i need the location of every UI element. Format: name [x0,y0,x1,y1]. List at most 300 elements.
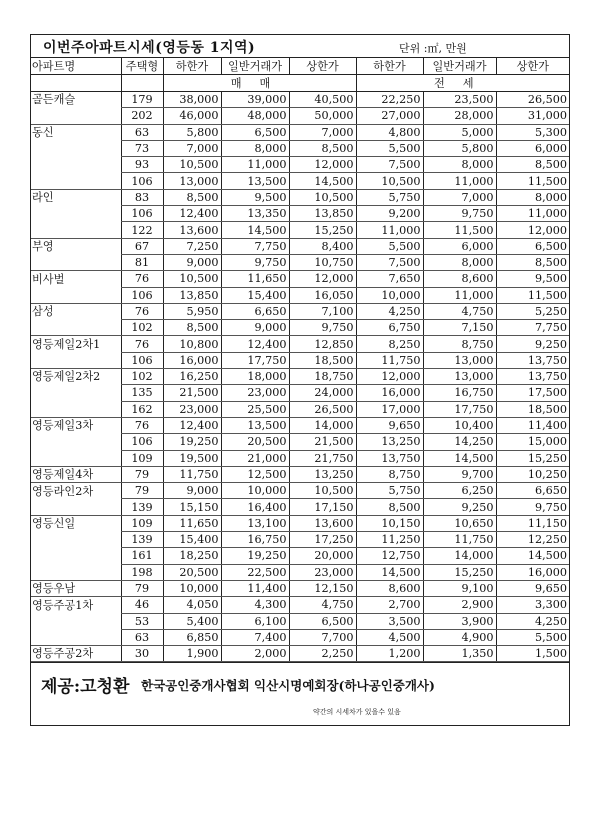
price-cell: 13,100 [221,515,289,531]
unit-type: 83 [121,189,163,205]
price-cell: 15,000 [496,434,569,450]
table-row [31,466,569,482]
group-sale: 매매 [163,75,356,92]
apartment-name [31,287,121,303]
price-cell: 4,250 [356,303,423,319]
apartment-name [31,450,121,466]
price-cell: 1,200 [356,646,423,662]
price-cell: 14,000 [423,548,496,564]
table-row [31,108,569,124]
price-cell: 46,000 [163,108,221,124]
col-header-name: 아파트명 [31,58,121,75]
price-cell: 12,500 [221,466,289,482]
price-cell: 11,750 [163,466,221,482]
price-cell: 9,650 [496,580,569,596]
price-cell: 17,150 [289,499,356,515]
price-cell: 1,500 [496,646,569,662]
unit-type: 202 [121,108,163,124]
unit-type: 106 [121,173,163,189]
col-header-lease-mid: 일반거래가 [423,58,496,75]
price-cell: 17,750 [221,352,289,368]
price-cell: 9,750 [496,499,569,515]
apartment-name: 영등신일 [32,517,76,531]
price-cell: 13,000 [423,369,496,385]
price-cell: 38,000 [163,92,221,108]
page-title: 이번주아파트시세(영등동 1지역) [43,40,256,56]
price-cell: 6,500 [289,613,356,629]
unit-type: 106 [121,206,163,222]
price-cell: 9,500 [496,271,569,287]
price-cell: 10,000 [356,287,423,303]
price-cell: 10,750 [289,254,356,270]
price-cell: 8,000 [221,140,289,156]
price-cell: 23,000 [221,385,289,401]
column-header-row [31,58,569,75]
table-row [31,303,569,319]
group-lease: 전세 [356,75,569,92]
unit-type: 73 [121,140,163,156]
price-cell: 17,250 [289,532,356,548]
price-cell: 5,500 [356,238,423,254]
price-cell: 11,150 [496,515,569,531]
price-cell: 8,750 [423,336,496,352]
apartment-name [31,173,121,189]
price-cell: 15,400 [221,287,289,303]
price-cell: 9,750 [423,206,496,222]
price-cell: 15,250 [423,564,496,580]
col-header-lease-high: 상한가 [496,58,569,75]
price-cell: 10,800 [163,336,221,352]
table-row [31,613,569,629]
price-cell: 10,250 [496,466,569,482]
table-row [31,189,569,205]
apartment-name [31,254,121,270]
price-cell: 4,900 [423,629,496,645]
apartment-name [31,385,121,401]
unit-type: 106 [121,352,163,368]
price-cell: 12,150 [289,580,356,596]
unit-type: 93 [121,157,163,173]
price-cell: 20,500 [221,434,289,450]
table-row [31,564,569,580]
price-cell: 7,250 [163,238,221,254]
price-cell: 11,400 [221,580,289,596]
price-cell: 8,750 [356,466,423,482]
apartment-name [31,157,121,173]
price-cell: 8,500 [163,320,221,336]
provider-org: 한국공인중개사협회 익산시명예회장(하나공인중개사) [141,678,435,694]
apartment-name [31,564,121,580]
price-cell: 1,900 [163,646,221,662]
apartment-name [31,352,121,368]
unit-type: 53 [121,613,163,629]
apartment-name [31,548,121,564]
price-cell: 6,250 [423,483,496,499]
price-cell: 23,000 [163,401,221,417]
price-cell: 15,250 [496,450,569,466]
apartment-name: 영등제일2차2 [32,370,101,384]
price-cell: 12,250 [496,532,569,548]
price-cell: 14,500 [356,564,423,580]
table-row [31,238,569,254]
price-cell: 4,800 [356,124,423,140]
price-cell: 26,500 [289,401,356,417]
col-header-lease-low: 하한가 [356,58,423,75]
price-cell: 16,000 [356,385,423,401]
apartment-name: 동신 [32,125,54,139]
price-cell: 12,850 [289,336,356,352]
price-cell: 16,000 [496,564,569,580]
price-cell: 21,500 [163,385,221,401]
price-cell: 14,250 [423,434,496,450]
price-cell: 11,650 [221,271,289,287]
apartment-name: 영등주공2차 [31,646,121,662]
price-cell: 8,500 [496,157,569,173]
price-cell: 15,150 [163,499,221,515]
price-cell: 11,500 [496,173,569,189]
unit-type: 139 [121,532,163,548]
price-cell: 12,400 [221,336,289,352]
unit-type: 30 [121,646,163,662]
price-cell: 13,250 [356,434,423,450]
table-row [31,597,569,613]
apartment-name [31,401,121,417]
price-cell: 4,300 [221,597,289,613]
price-cell: 2,250 [289,646,356,662]
apartment-name: 영등제일2차1 [32,337,101,351]
price-cell: 11,750 [423,532,496,548]
price-cell: 11,650 [163,515,221,531]
price-cell: 14,000 [289,417,356,433]
group-header-row [31,75,569,92]
price-cell: 13,350 [221,206,289,222]
price-cell: 5,400 [163,613,221,629]
price-cell: 11,000 [496,206,569,222]
price-cell: 6,100 [221,613,289,629]
apartment-name [31,320,121,336]
price-cell: 13,750 [496,369,569,385]
price-cell: 6,850 [163,629,221,645]
price-cell: 8,500 [356,499,423,515]
price-cell: 27,000 [356,108,423,124]
apartment-name: 영등제일3차 [32,419,94,433]
unit-type: 198 [121,564,163,580]
price-cell: 13,850 [289,206,356,222]
table-row [31,206,569,222]
price-cell: 15,250 [289,222,356,238]
price-cell: 14,500 [496,548,569,564]
table-row [31,287,569,303]
unit-label: 단위 :㎡, 만원 [399,42,467,55]
apartment-name: 골든캐슬 [32,93,76,107]
price-cell: 14,500 [423,450,496,466]
table-row [31,254,569,270]
price-cell: 9,750 [289,320,356,336]
price-cell: 17,750 [423,401,496,417]
table-row [31,271,569,287]
price-cell: 13,600 [289,515,356,531]
price-cell: 8,250 [356,336,423,352]
unit-type: 162 [121,401,163,417]
price-cell: 12,000 [289,157,356,173]
price-cell: 28,000 [423,108,496,124]
price-cell: 17,500 [496,385,569,401]
price-cell: 10,500 [356,173,423,189]
price-cell: 22,250 [356,92,423,108]
price-cell: 6,000 [496,140,569,156]
apartment-name: 영등제일4차 [31,466,121,482]
price-cell: 8,000 [423,157,496,173]
price-cell: 10,500 [289,483,356,499]
price-cell: 25,500 [221,401,289,417]
unit-type: 109 [121,515,163,531]
price-cell: 2,700 [356,597,423,613]
unit-type: 135 [121,385,163,401]
price-cell: 7,500 [356,157,423,173]
unit-type: 122 [121,222,163,238]
price-cell: 11,250 [356,532,423,548]
price-cell: 8,500 [289,140,356,156]
price-cell: 12,000 [289,271,356,287]
price-cell: 4,050 [163,597,221,613]
price-cell: 11,000 [423,287,496,303]
price-cell: 7,750 [496,320,569,336]
table-row [31,532,569,548]
price-cell: 16,050 [289,287,356,303]
table-row [31,140,569,156]
price-cell: 7,000 [423,189,496,205]
price-cell: 13,750 [496,352,569,368]
price-cell: 26,500 [496,92,569,108]
price-cell: 6,650 [496,483,569,499]
price-cell: 16,400 [221,499,289,515]
price-cell: 9,750 [221,254,289,270]
price-cell: 10,500 [289,189,356,205]
apartment-name [31,499,121,515]
apartment-name [31,206,121,222]
provider-label: 제공:고청환 [41,677,130,698]
price-cell: 14,500 [289,173,356,189]
unit-type: 63 [121,124,163,140]
price-cell: 9,500 [221,189,289,205]
price-cell: 3,300 [496,597,569,613]
apartment-name [31,140,121,156]
price-cell: 10,500 [163,271,221,287]
unit-type: 139 [121,499,163,515]
price-cell: 5,000 [423,124,496,140]
apartment-name [31,532,121,548]
price-cell: 11,000 [221,157,289,173]
price-cell: 4,750 [289,597,356,613]
price-cell: 5,800 [423,140,496,156]
price-cell: 5,750 [356,189,423,205]
price-cell: 50,000 [289,108,356,124]
unit-type: 79 [121,580,163,596]
price-cell: 9,000 [163,483,221,499]
price-cell: 13,600 [163,222,221,238]
price-cell: 13,500 [221,417,289,433]
price-cell: 20,000 [289,548,356,564]
price-cell: 40,500 [289,92,356,108]
unit-type: 161 [121,548,163,564]
apartment-name: 영등주공1차 [32,598,94,612]
col-header-sale-mid: 일반거래가 [221,58,289,75]
price-cell: 10,000 [221,483,289,499]
price-cell: 13,000 [423,352,496,368]
price-cell: 12,750 [356,548,423,564]
price-cell: 23,000 [289,564,356,580]
table-row [31,124,569,140]
table-row [31,320,569,336]
price-cell: 15,400 [163,532,221,548]
price-cell: 12,000 [356,369,423,385]
price-cell: 31,000 [496,108,569,124]
table-row [31,352,569,368]
price-cell: 5,500 [356,140,423,156]
price-cell: 8,000 [423,254,496,270]
table-row [31,157,569,173]
col-header-sale-high: 상한가 [289,58,356,75]
price-cell: 9,650 [356,417,423,433]
price-cell: 7,650 [356,271,423,287]
col-header-type: 주택형 [121,58,163,75]
unit-type: 179 [121,92,163,108]
price-cell: 11,000 [356,222,423,238]
price-cell: 21,750 [289,450,356,466]
price-cell: 24,000 [289,385,356,401]
apartment-name: 영등라인2차 [32,484,94,498]
price-cell: 1,350 [423,646,496,662]
price-cell: 8,000 [496,189,569,205]
price-cell: 6,500 [221,124,289,140]
price-cell: 9,250 [423,499,496,515]
price-cell: 9,700 [423,466,496,482]
price-cell: 9,250 [496,336,569,352]
price-cell: 11,750 [356,352,423,368]
price-cell: 7,150 [423,320,496,336]
price-cell: 10,150 [356,515,423,531]
unit-type: 76 [121,303,163,319]
price-cell: 5,750 [356,483,423,499]
price-cell: 4,250 [496,613,569,629]
unit-type: 79 [121,483,163,499]
apartment-name [31,108,121,124]
price-cell: 18,500 [289,352,356,368]
unit-type: 109 [121,450,163,466]
price-cell: 8,500 [163,189,221,205]
price-cell: 8,600 [423,271,496,287]
price-cell: 3,900 [423,613,496,629]
price-cell: 11,400 [496,417,569,433]
price-cell: 5,950 [163,303,221,319]
price-cell: 5,500 [496,629,569,645]
price-cell: 16,750 [423,385,496,401]
price-cell: 3,500 [356,613,423,629]
price-cell: 19,250 [163,434,221,450]
price-cell: 5,800 [163,124,221,140]
apartment-name: 비사벌 [32,272,65,286]
table-row [31,646,569,662]
price-cell: 18,250 [163,548,221,564]
price-cell: 6,650 [221,303,289,319]
table-row [31,450,569,466]
table-row [31,173,569,189]
table-row [31,385,569,401]
price-cell: 18,500 [496,401,569,417]
table-row [31,417,569,433]
price-cell: 19,500 [163,450,221,466]
price-cell: 39,000 [221,92,289,108]
unit-type: 76 [121,336,163,352]
apartment-name: 영등우남 [31,580,121,596]
price-cell: 48,000 [221,108,289,124]
table-row [31,483,569,499]
price-cell: 12,400 [163,417,221,433]
table-row [31,336,569,352]
disclaimer-note: 약간의 시세차가 있을수 있음 [313,708,401,717]
price-cell: 14,500 [221,222,289,238]
table-row [31,548,569,564]
price-cell: 12,000 [496,222,569,238]
price-cell: 13,750 [356,450,423,466]
price-cell: 6,000 [423,238,496,254]
price-cell: 4,500 [356,629,423,645]
price-cell: 8,400 [289,238,356,254]
price-cell: 10,650 [423,515,496,531]
footer [31,662,569,725]
price-cell: 7,000 [163,140,221,156]
price-cell: 21,500 [289,434,356,450]
unit-type: 79 [121,466,163,482]
apartment-name: 부영 [32,240,54,254]
price-cell: 16,250 [163,369,221,385]
price-cell: 9,000 [163,254,221,270]
table-row [31,499,569,515]
price-cell: 7,000 [289,124,356,140]
price-cell: 2,000 [221,646,289,662]
apartment-name [31,222,121,238]
table-row [31,92,569,108]
price-cell: 13,250 [289,466,356,482]
unit-type: 63 [121,629,163,645]
price-cell: 20,500 [163,564,221,580]
price-cell: 23,500 [423,92,496,108]
price-cell: 11,000 [423,173,496,189]
price-cell: 8,600 [356,580,423,596]
price-cell: 18,750 [289,369,356,385]
unit-type: 81 [121,254,163,270]
price-cell: 8,500 [496,254,569,270]
apartment-name [31,434,121,450]
price-cell: 10,500 [163,157,221,173]
col-header-sale-low: 하한가 [163,58,221,75]
apartment-name [31,613,121,629]
table-row [31,580,569,596]
price-cell: 12,400 [163,206,221,222]
unit-type: 67 [121,238,163,254]
price-cell: 21,000 [221,450,289,466]
unit-type: 102 [121,369,163,385]
price-cell: 17,000 [356,401,423,417]
price-cell: 6,500 [496,238,569,254]
price-cell: 10,000 [163,580,221,596]
price-cell: 5,250 [496,303,569,319]
apartment-name: 삼성 [32,305,54,319]
price-cell: 9,100 [423,580,496,596]
table-row [31,515,569,531]
unit-type: 46 [121,597,163,613]
table-row [31,434,569,450]
